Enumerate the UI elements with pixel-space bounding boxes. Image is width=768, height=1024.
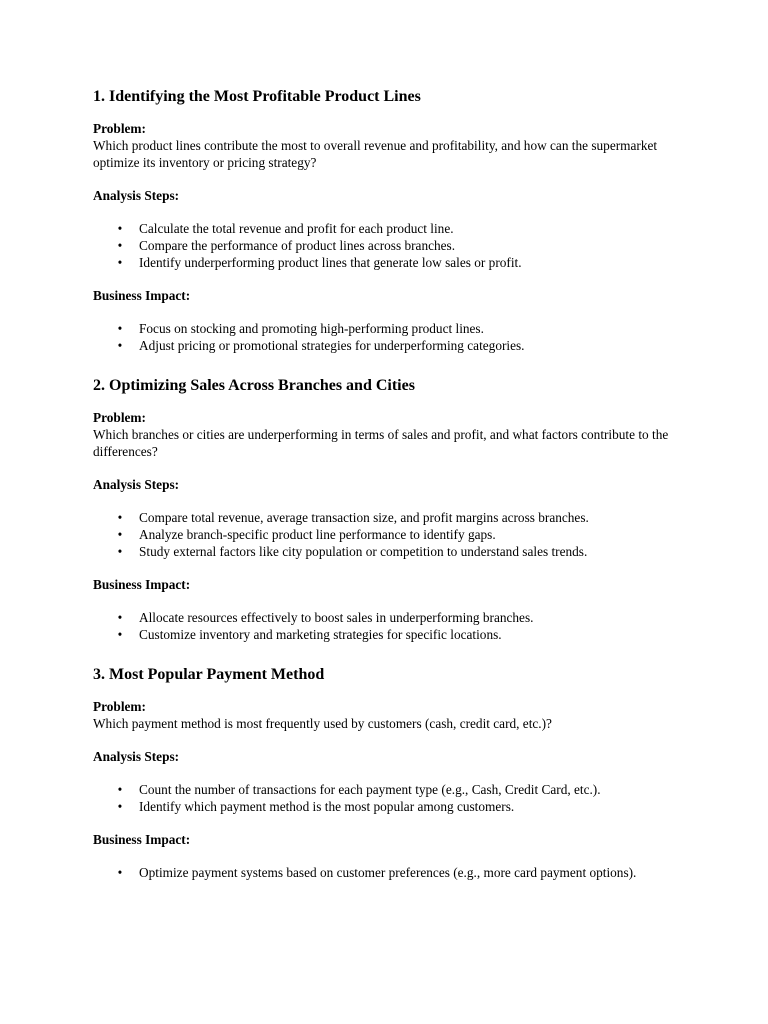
problem-text: Which branches or cities are underperforming in terms of sales and profit, and what factors contribute to the differences? xyxy=(93,427,669,459)
bullet-icon: • xyxy=(117,865,123,880)
problem-label: Problem: xyxy=(93,410,146,425)
bullet-icon: • xyxy=(117,610,123,625)
list-item-text: Focus on stocking and promoting high-performing product lines. xyxy=(139,321,484,336)
list-item xyxy=(93,254,683,271)
section-title: 2. Optimizing Sales Across Branches and Cities xyxy=(93,377,415,394)
bullet-icon: • xyxy=(117,255,123,270)
problem-label: Problem: xyxy=(93,121,146,136)
bullet-icon: • xyxy=(117,799,123,814)
list-item xyxy=(93,237,683,254)
bullet-icon: • xyxy=(117,338,123,353)
list-item-text: Adjust pricing or promotional strategies for underperforming categories. xyxy=(139,338,525,353)
list-item xyxy=(93,543,683,560)
section-2 xyxy=(93,376,683,643)
business-impact-label: Business Impact: xyxy=(93,577,191,592)
bullet-icon: • xyxy=(117,238,123,253)
business-impact-list xyxy=(93,609,683,643)
list-item xyxy=(93,220,683,237)
list-item xyxy=(93,798,683,815)
bullet-icon: • xyxy=(117,510,123,525)
list-item-text: Study external factors like city population or competition to understand sales trends. xyxy=(139,544,588,559)
business-impact-list xyxy=(93,864,683,881)
problem-text: Which product lines contribute the most to overall revenue and profitability, and how can the supermarket optimize its inventory or pricing strategy? xyxy=(93,138,658,170)
list-item-text: Identify underperforming product lines that generate low sales or profit. xyxy=(139,255,522,270)
list-item-text: Count the number of transactions for each payment type (e.g., Cash, Credit Card, etc.). xyxy=(139,782,601,797)
list-item-text: Analyze branch-specific product line performance to identify gaps. xyxy=(139,527,496,542)
list-item-text: Calculate the total revenue and profit for each product line. xyxy=(139,221,454,236)
bullet-icon: • xyxy=(117,782,123,797)
list-item xyxy=(93,864,683,881)
analysis-steps-label: Analysis Steps: xyxy=(93,477,180,492)
list-item xyxy=(93,626,683,643)
business-impact-label: Business Impact: xyxy=(93,832,191,847)
list-item-text: Customize inventory and marketing strategies for specific locations. xyxy=(139,627,502,642)
analysis-steps-list xyxy=(93,509,683,560)
bullet-icon: • xyxy=(117,321,123,336)
section-3 xyxy=(93,665,683,881)
list-item-text: Compare the performance of product lines across branches. xyxy=(139,238,456,253)
bullet-icon: • xyxy=(117,627,123,642)
bullet-icon: • xyxy=(117,221,123,236)
section-1 xyxy=(93,87,683,354)
problem-text: Which payment method is most frequently used by customers (cash, credit card, etc.)? xyxy=(93,716,552,731)
business-impact-list xyxy=(93,320,683,354)
list-item xyxy=(93,320,683,337)
list-item xyxy=(93,609,683,626)
problem-label: Problem: xyxy=(93,699,146,714)
analysis-steps-list xyxy=(93,220,683,271)
section-title: 1. Identifying the Most Profitable Product Lines xyxy=(93,88,421,105)
list-item-text: Allocate resources effectively to boost sales in underperforming branches. xyxy=(139,610,534,625)
list-item xyxy=(93,337,683,354)
list-item xyxy=(93,781,683,798)
list-item xyxy=(93,526,683,543)
analysis-steps-label: Analysis Steps: xyxy=(93,749,180,764)
list-item-text: Identify which payment method is the most popular among customers. xyxy=(139,799,515,814)
analysis-steps-label: Analysis Steps: xyxy=(93,188,180,203)
business-impact-label: Business Impact: xyxy=(93,288,191,303)
section-title: 3. Most Popular Payment Method xyxy=(93,666,325,683)
list-item-text: Optimize payment systems based on customer preferences (e.g., more card payment options). xyxy=(139,865,637,880)
bullet-icon: • xyxy=(117,527,123,542)
list-item xyxy=(93,509,683,526)
list-item-text: Compare total revenue, average transaction size, and profit margins across branches. xyxy=(139,510,589,525)
analysis-steps-list xyxy=(93,781,683,815)
bullet-icon: • xyxy=(117,544,123,559)
